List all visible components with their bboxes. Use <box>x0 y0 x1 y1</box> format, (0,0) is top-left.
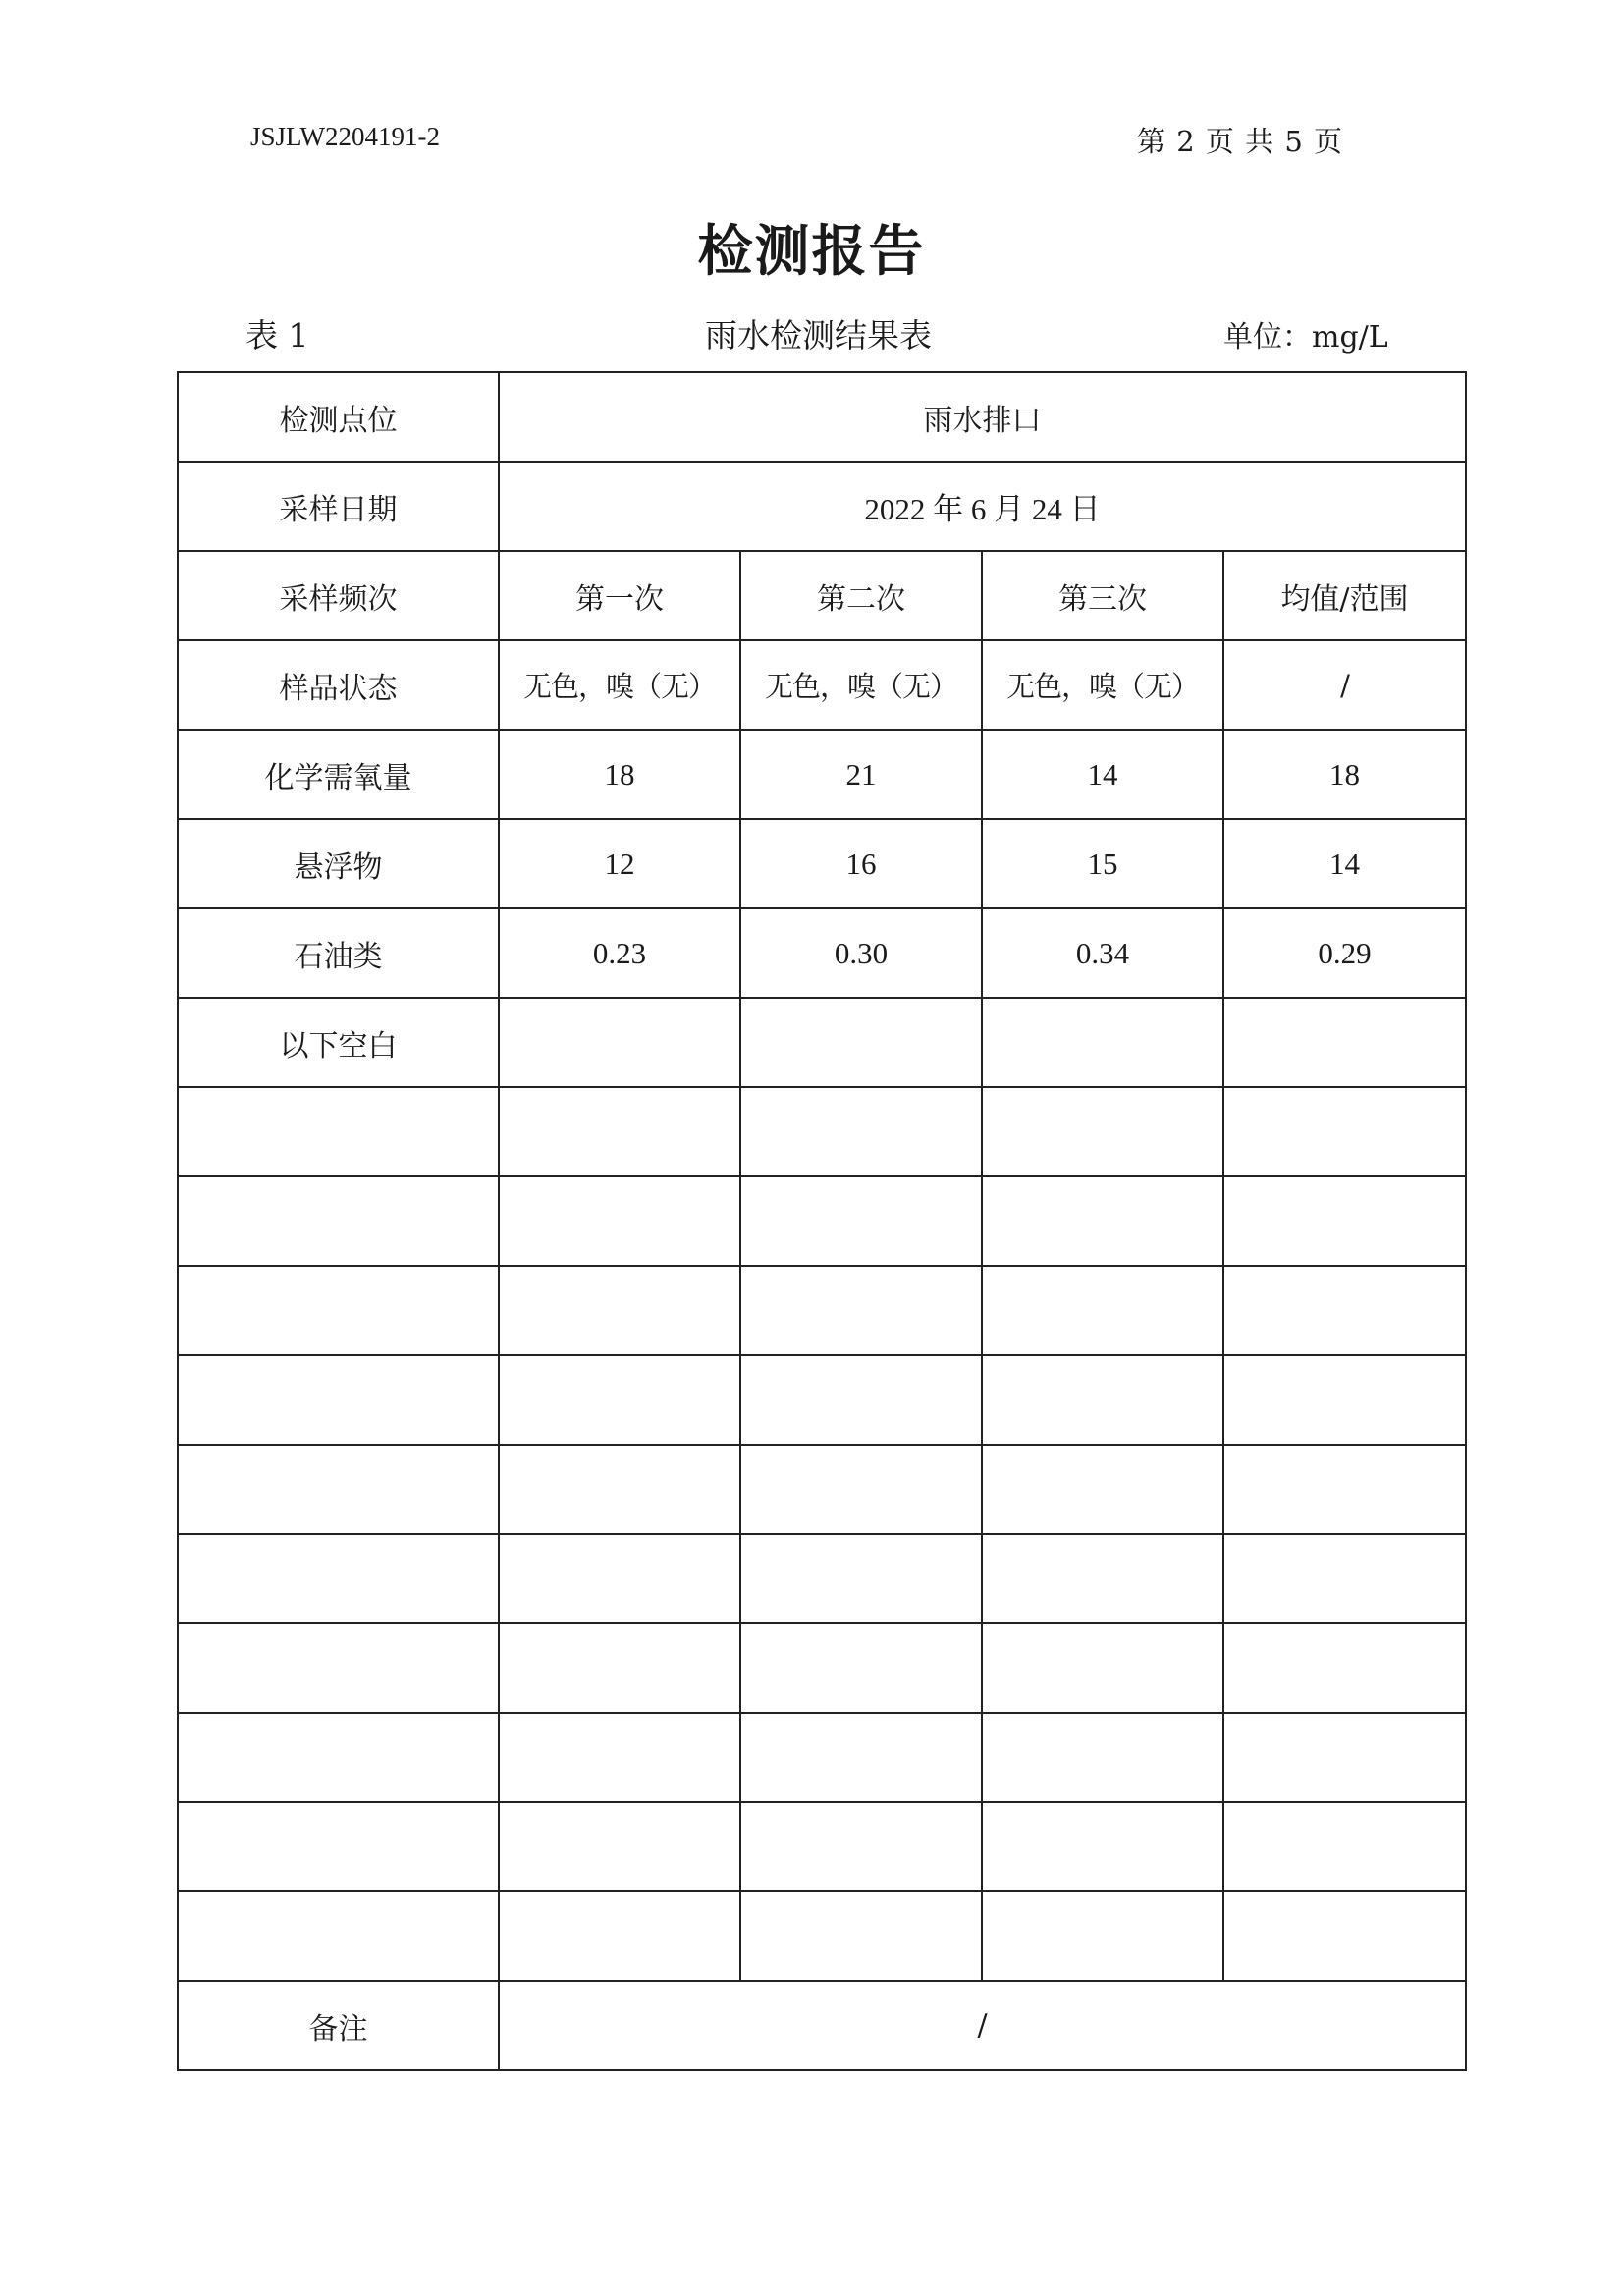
empty-cell <box>982 1445 1223 1534</box>
table-row <box>178 730 1466 819</box>
empty-cell <box>740 1891 982 1981</box>
empty-cell <box>982 1266 1223 1355</box>
empty-cell <box>740 998 982 1087</box>
empty-cell <box>1223 1266 1466 1355</box>
empty-cell <box>499 1891 740 1981</box>
empty-cell <box>499 998 740 1087</box>
column-header: 均值/范围 <box>1223 551 1466 640</box>
empty-cell <box>499 1623 740 1713</box>
state-label: 样品状态 <box>178 640 499 730</box>
table-label: 表 1 <box>245 316 309 355</box>
empty-cell <box>982 1176 1223 1266</box>
empty-cell <box>499 1713 740 1802</box>
empty-row <box>178 1445 1466 1534</box>
state-value: 无色，嗅（无） <box>740 640 982 730</box>
empty-cell <box>982 1891 1223 1981</box>
table-row-remark <box>178 1981 1466 2070</box>
table-cell: 21 <box>740 730 982 819</box>
empty-cell <box>740 1802 982 1891</box>
page-info: 第 2 页 共 5 页 <box>1137 125 1343 158</box>
state-value: 无色，嗅（无） <box>499 640 740 730</box>
empty-cell <box>178 1445 499 1534</box>
table-cell: 0.30 <box>740 908 982 998</box>
frequency-label: 采样频次 <box>178 551 499 640</box>
empty-cell <box>1223 1534 1466 1623</box>
empty-row <box>178 1534 1466 1623</box>
empty-cell <box>1223 1087 1466 1176</box>
table-row-blank-marker <box>178 998 1466 1087</box>
empty-cell <box>1223 1891 1466 1981</box>
empty-cell <box>499 1802 740 1891</box>
empty-cell <box>499 1087 740 1176</box>
empty-cell <box>740 1355 982 1445</box>
date-value: 2022 年 6 月 24 日 <box>499 462 1466 551</box>
point-label: 检测点位 <box>178 372 499 462</box>
empty-cell <box>740 1623 982 1713</box>
empty-row <box>178 1891 1466 1981</box>
table-cell: 16 <box>740 819 982 908</box>
empty-cell <box>178 1623 499 1713</box>
state-value: 无色，嗅（无） <box>982 640 1223 730</box>
table-cell: 18 <box>1223 730 1466 819</box>
empty-cell <box>178 1713 499 1802</box>
empty-row <box>178 1623 1466 1713</box>
blank-label: 以下空白 <box>178 998 499 1087</box>
row-label: 悬浮物 <box>178 819 499 908</box>
empty-cell <box>740 1087 982 1176</box>
table-row-point <box>178 372 1466 462</box>
table-row-date <box>178 462 1466 551</box>
empty-cell <box>178 1891 499 1981</box>
empty-cell <box>982 1802 1223 1891</box>
empty-cell <box>982 998 1223 1087</box>
row-label: 石油类 <box>178 908 499 998</box>
empty-cell <box>499 1534 740 1623</box>
empty-cell <box>1223 1623 1466 1713</box>
table-cell: 14 <box>982 730 1223 819</box>
table-cell: 15 <box>982 819 1223 908</box>
empty-cell <box>499 1445 740 1534</box>
empty-cell <box>178 1176 499 1266</box>
column-header: 第三次 <box>982 551 1223 640</box>
table-cell: 0.23 <box>499 908 740 998</box>
empty-cell <box>1223 1802 1466 1891</box>
empty-cell <box>499 1355 740 1445</box>
table-cell: 12 <box>499 819 740 908</box>
table-row <box>178 908 1466 998</box>
table-cell: 0.29 <box>1223 908 1466 998</box>
empty-cell <box>1223 1713 1466 1802</box>
empty-row <box>178 1802 1466 1891</box>
empty-row <box>178 1087 1466 1176</box>
table-cell: 14 <box>1223 819 1466 908</box>
page-title: 检测报告 <box>697 219 926 284</box>
empty-cell <box>982 1623 1223 1713</box>
column-header: 第一次 <box>499 551 740 640</box>
report-number: JSJLW2204191-2 <box>250 122 440 151</box>
table-row-frequency <box>178 551 1466 640</box>
empty-cell <box>499 1266 740 1355</box>
empty-cell <box>499 1176 740 1266</box>
empty-row <box>178 1355 1466 1445</box>
empty-cell <box>740 1176 982 1266</box>
table-title: 雨水检测结果表 <box>705 316 932 355</box>
remark-value: / <box>499 1981 1466 2070</box>
empty-row <box>178 1266 1466 1355</box>
empty-cell <box>1223 1176 1466 1266</box>
column-header: 第二次 <box>740 551 982 640</box>
empty-cell <box>740 1445 982 1534</box>
remark-label: 备注 <box>178 1981 499 2070</box>
empty-cell <box>982 1087 1223 1176</box>
row-label: 化学需氧量 <box>178 730 499 819</box>
date-label: 采样日期 <box>178 462 499 551</box>
empty-row <box>178 1713 1466 1802</box>
empty-row <box>178 1176 1466 1266</box>
empty-cell <box>982 1534 1223 1623</box>
empty-cell <box>178 1802 499 1891</box>
state-value: / <box>1223 640 1466 730</box>
unit-label: 单位：mg/L <box>1223 320 1388 355</box>
empty-cell <box>178 1534 499 1623</box>
empty-cell <box>178 1355 499 1445</box>
table-cell: 0.34 <box>982 908 1223 998</box>
table-row-state <box>178 640 1466 730</box>
empty-cell <box>740 1534 982 1623</box>
table-row <box>178 819 1466 908</box>
empty-cell <box>178 1087 499 1176</box>
empty-cell <box>1223 1355 1466 1445</box>
empty-cell <box>1223 998 1466 1087</box>
empty-cell <box>982 1713 1223 1802</box>
empty-cell <box>982 1355 1223 1445</box>
point-value: 雨水排口 <box>499 372 1466 462</box>
table-cell: 18 <box>499 730 740 819</box>
empty-cell <box>1223 1445 1466 1534</box>
empty-cell <box>740 1266 982 1355</box>
empty-cell <box>178 1266 499 1355</box>
empty-cell <box>740 1713 982 1802</box>
results-table <box>177 371 1467 2071</box>
